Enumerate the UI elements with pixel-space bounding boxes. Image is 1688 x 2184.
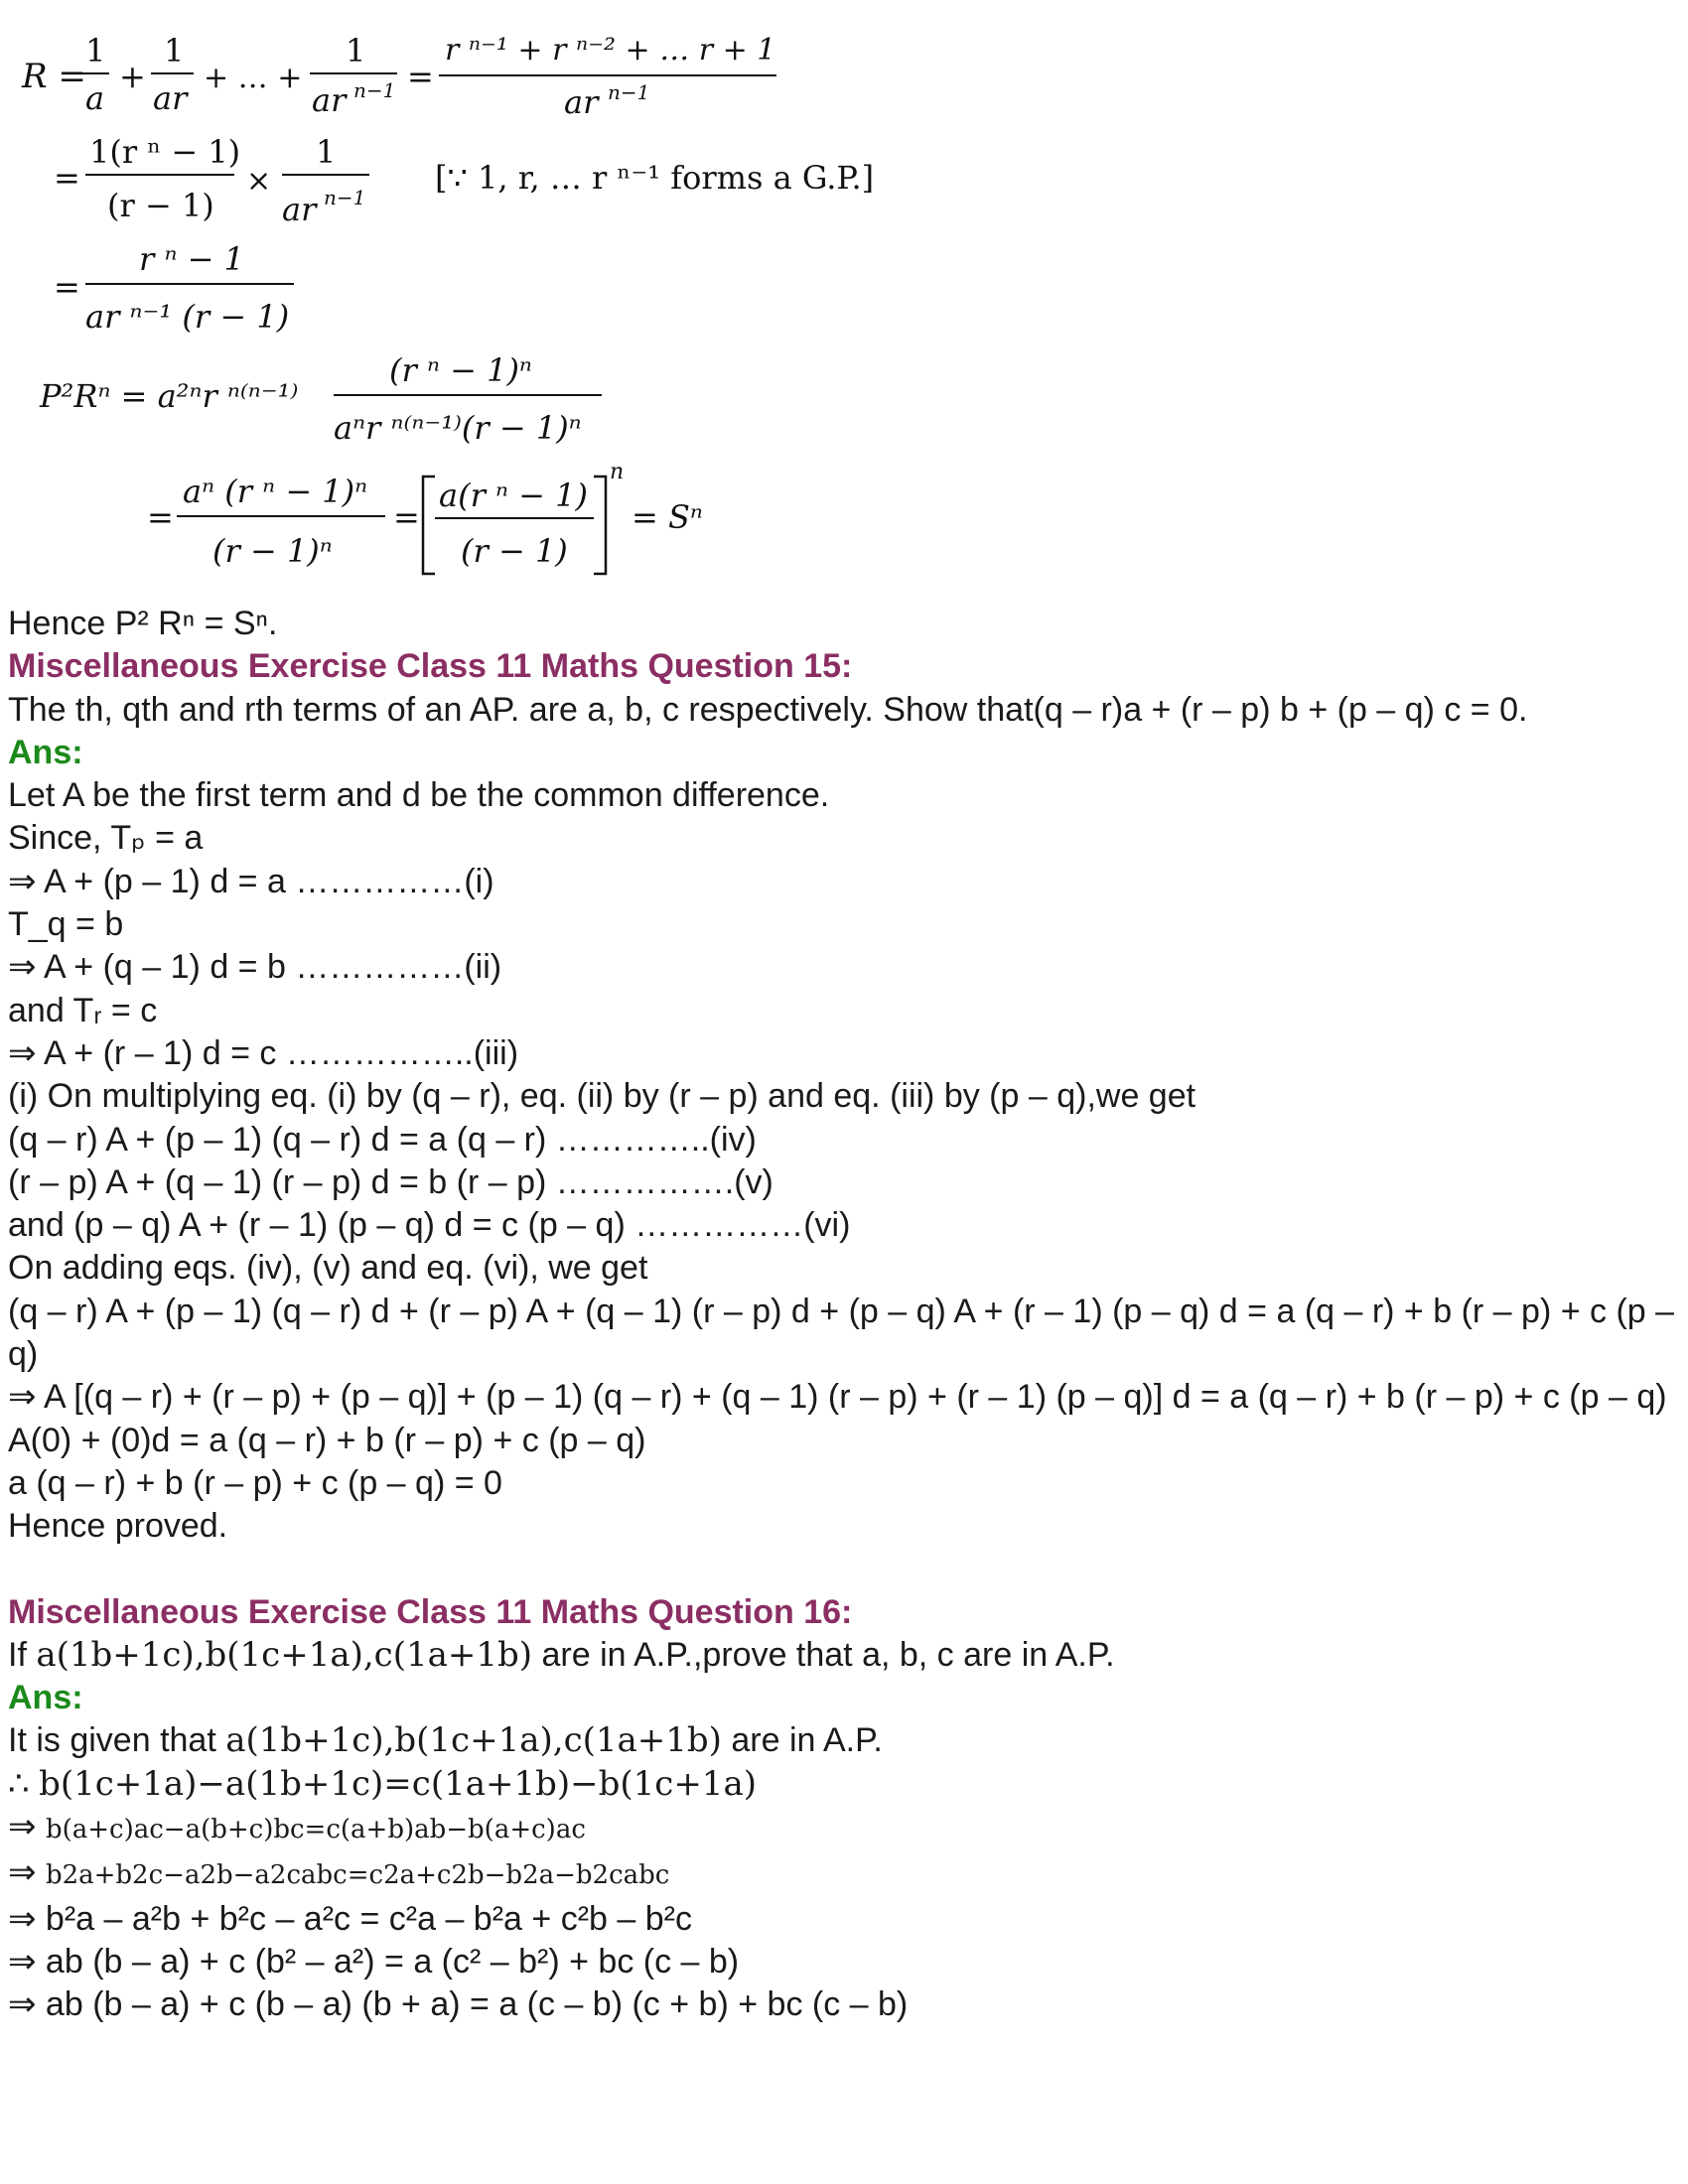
question-15-text: The th, qth and rth terms of an AP. are a, b, c respectively. Show that(q – r)a + (r – p) b + (p – q) c = 0.	[8, 690, 1528, 729]
solution-line: (q – r) A + (p – 1) (q – r) d + (r – p) A + (q – 1) (r – p) d + (p – q) A + (r – 1) (p – q) d = a (q – r) + b (r – p) + c (p – q)	[8, 1292, 1675, 1374]
frac2-den: ar	[153, 79, 188, 117]
m2-math: b(1c+1a)−a(1b+1c)=c(1a+1b)−b(1c+1a)	[39, 1763, 757, 1804]
solution-line: ⇒ ab (b – a) + c (b – a) (b + a) = a (c – b) (c + b) + bc (c – b)	[8, 1985, 909, 2024]
q16-pre: If	[8, 1635, 37, 1674]
m3-pre: ⇒	[8, 1808, 46, 1846]
frac3-num: 1	[346, 32, 366, 69]
solution-line	[8, 1851, 1676, 1897]
ellipsis-plus: + … +	[204, 61, 303, 95]
question-16-text	[8, 1634, 1676, 1677]
solution-text	[8, 603, 1676, 2027]
bracket-left	[423, 477, 435, 574]
m1-math: a(1b+1c),b(1c+1a),c(1a+1b)	[225, 1720, 722, 1761]
question-15-heading: Miscellaneous Exercise Class 11 Maths Question 15:	[8, 647, 853, 686]
solution-line: (r – p) A + (q – 1) (r – p) d = b (r – p) …………….(v)	[8, 1162, 774, 1201]
l4-den: aⁿr ⁿ⁽ⁿ⁻¹⁾(r − 1)ⁿ	[334, 409, 582, 447]
rhs-den-exp: n−1	[608, 80, 650, 104]
bracket-right	[594, 477, 606, 574]
rhs-num: r ⁿ⁻¹ + r ⁿ⁻² + … r + 1	[445, 33, 776, 68]
equals-1: =	[407, 58, 434, 95]
gp-note: [∵ 1, r, … r ⁿ⁻¹ forms a G.P.]	[435, 159, 875, 197]
m4-math: b2a+b2c−a2b−a2cabc=c2a+c2b−b2a−b2cabc	[45, 1860, 670, 1891]
solution-line: Since, Tₚ = a	[8, 819, 204, 858]
solution-line: ⇒ A + (q – 1) d = b ……………(ii)	[8, 948, 502, 987]
solution-line: T_q = b	[8, 905, 124, 944]
solution-line: a (q – r) + b (r – p) + c (p – q) = 0	[8, 1463, 502, 1502]
l2-num2: 1	[316, 133, 337, 171]
equals-5b: =	[393, 498, 420, 536]
m2-pre: ∴	[8, 1764, 40, 1803]
solution-line: and Tᵣ = c	[8, 991, 158, 1029]
m4-pre: ⇒	[8, 1853, 46, 1892]
l2-den2-exp: n−1	[324, 186, 366, 209]
l5-exp: n	[610, 460, 625, 484]
solution-line	[8, 1806, 1676, 1851]
l5-num: aⁿ (r ⁿ − 1)ⁿ	[183, 473, 368, 510]
frac3-den: ar	[312, 81, 347, 119]
equals-3: =	[54, 268, 80, 306]
equals-5a: =	[147, 498, 174, 536]
q16-math: a(1b+1c),b(1c+1a),c(1a+1b)	[36, 1634, 533, 1675]
l2-num: 1(r ⁿ − 1)	[89, 133, 241, 171]
solution-line: ⇒ A [(q – r) + (r – p) + (p – q)] + (p – 1) (q – r) + (q – 1) (r – p) + (r – 1) (p – q)] d = a (q – r) + b (r – p) + c (p – q)	[8, 1378, 1667, 1417]
l2-den2: ar	[282, 191, 317, 228]
hence-line: Hence P² Rⁿ = Sⁿ.	[8, 605, 278, 642]
l3-num: r ⁿ − 1	[139, 240, 244, 278]
m1-pre: It is given that	[8, 1721, 226, 1760]
l5-bden: (r − 1)	[461, 532, 568, 570]
question-16-heading: Miscellaneous Exercise Class 11 Maths Question 16:	[8, 1592, 853, 1631]
answer-label-15: Ans:	[8, 733, 83, 771]
solution-line: ⇒ A + (p – 1) d = a ……………(i)	[8, 862, 494, 900]
m1-post: are in A.P.	[721, 1721, 883, 1760]
l4-num: (r ⁿ − 1)ⁿ	[389, 351, 532, 389]
l5-bnum: a(r ⁿ − 1)	[439, 477, 588, 514]
q16-post: are in A.P.,prove that a, b, c are in A.P.	[532, 1635, 1115, 1674]
solution-line: Hence proved.	[8, 1507, 228, 1546]
l4-lhs: P²Rⁿ = a²ⁿr ⁿ⁽ⁿ⁻¹⁾	[40, 377, 299, 415]
math-derivation-image	[0, 0, 894, 596]
solution-line: (i) On multiplying eq. (i) by (q – r), eq. (ii) by (r – p) and eq. (iii) by (p – q),we get	[8, 1077, 1196, 1116]
frac3-den-exp: n−1	[353, 78, 396, 102]
l3-den: ar ⁿ⁻¹ (r − 1)	[85, 298, 290, 336]
solution-line: Let A be the first term and d be the common difference.	[8, 776, 830, 815]
solution-line: On adding eqs. (iv), (v) and eq. (vi), we get	[8, 1249, 648, 1288]
equals-2: =	[54, 159, 80, 197]
solution-line: and (p – q) A + (r – 1) (p – q) d = c (p – q) ……………(vi)	[8, 1206, 851, 1245]
rhs-den: ar	[564, 83, 599, 121]
solution-line: A(0) + (0)d = a (q – r) + b (r – p) + c (p – q)	[8, 1421, 646, 1459]
l5-den: (r − 1)ⁿ	[212, 532, 333, 570]
frac2-num: 1	[164, 32, 185, 69]
plus-sign: +	[119, 58, 146, 95]
frac1-num: 1	[85, 32, 106, 69]
m3-math: b(a+c)ac−a(b+c)bc=c(a+b)ab−b(a+c)ac	[45, 1815, 586, 1845]
times-sign: ×	[246, 164, 272, 199]
solution-line	[8, 1763, 1676, 1806]
frac1-den: a	[85, 79, 105, 117]
solution-line: ⇒ ab (b – a) + c (b² – a²) = a (c² – b²) + bc (c – b)	[8, 1942, 740, 1980]
l5-rhs: = Sⁿ	[632, 498, 703, 536]
l2-den: (r − 1)	[107, 187, 214, 224]
solution-line: (q – r) A + (p – 1) (q – r) d = a (q – r) …………..(iv)	[8, 1120, 757, 1159]
solution-line	[8, 1719, 1676, 1762]
r-equals: R =	[22, 57, 86, 96]
spacer	[8, 1549, 1676, 1591]
answer-label-16: Ans:	[8, 1679, 83, 1717]
solution-line: ⇒ A + (r – 1) d = c ……………..(iii)	[8, 1033, 519, 1072]
solution-line: ⇒ b²a – a²b + b²c – a²c = c²a – b²a + c²b – b²c	[8, 1899, 692, 1938]
